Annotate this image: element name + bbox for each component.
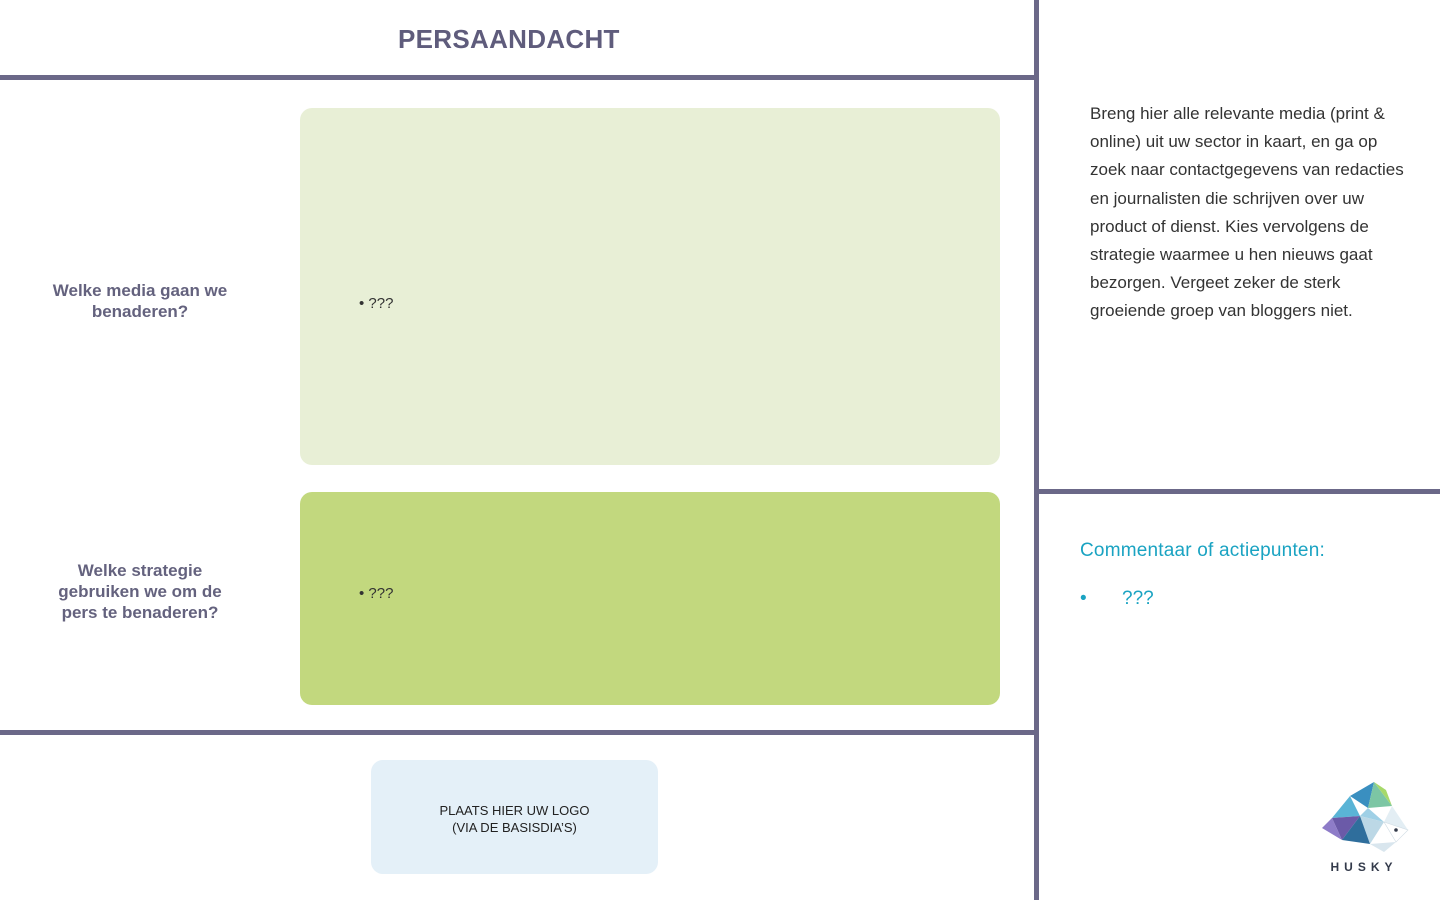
comment-item-text: ??? <box>1122 588 1154 609</box>
page-title: PERSAANDACHT <box>398 24 620 54</box>
media-answer-bullet: • ??? <box>359 295 394 312</box>
logo-placeholder-text <box>371 802 658 836</box>
strategy-answer-box[interactable] <box>300 492 1000 705</box>
instructions-text: Breng hier alle relevante media (print & online) uit uw sector in kaart, en ga op zoek naar contactgegevens van redacties en journalisten die schrijven over uw product of dienst. Kies vervolgens de strategie waarmee u hen nieuws gaat bezorgen. Vergeet zeker de sterk groeiende groep van bloggers niet. <box>1090 104 1404 321</box>
comment-list-item[interactable] <box>1080 588 1154 610</box>
strategy-answer-bullet: • ??? <box>359 585 394 602</box>
header-divider <box>0 75 1036 80</box>
husky-wolf-icon <box>1312 778 1416 858</box>
sidebar-divider <box>1039 489 1440 494</box>
media-question-label: Welke media gaan we benaderen? <box>52 281 228 321</box>
logo-placeholder-box[interactable] <box>371 760 658 874</box>
brand-name: HUSKY <box>1330 860 1398 874</box>
vertical-divider <box>1034 0 1039 900</box>
media-answer-box[interactable] <box>300 108 1000 465</box>
footer-divider <box>0 730 1036 735</box>
strategy-question-label: Welke strategie gebruiken we om de pers te benaderen? <box>58 561 222 622</box>
comments-heading: Commentaar of actiepunten: <box>1080 540 1325 561</box>
logo-placeholder-line1: PLAATS HIER UW LOGO <box>439 803 590 818</box>
husky-logo <box>1312 778 1416 878</box>
comment-bullet: • <box>1080 588 1087 609</box>
logo-placeholder-line2: (VIA DE BASISDIA’S) <box>452 820 577 835</box>
